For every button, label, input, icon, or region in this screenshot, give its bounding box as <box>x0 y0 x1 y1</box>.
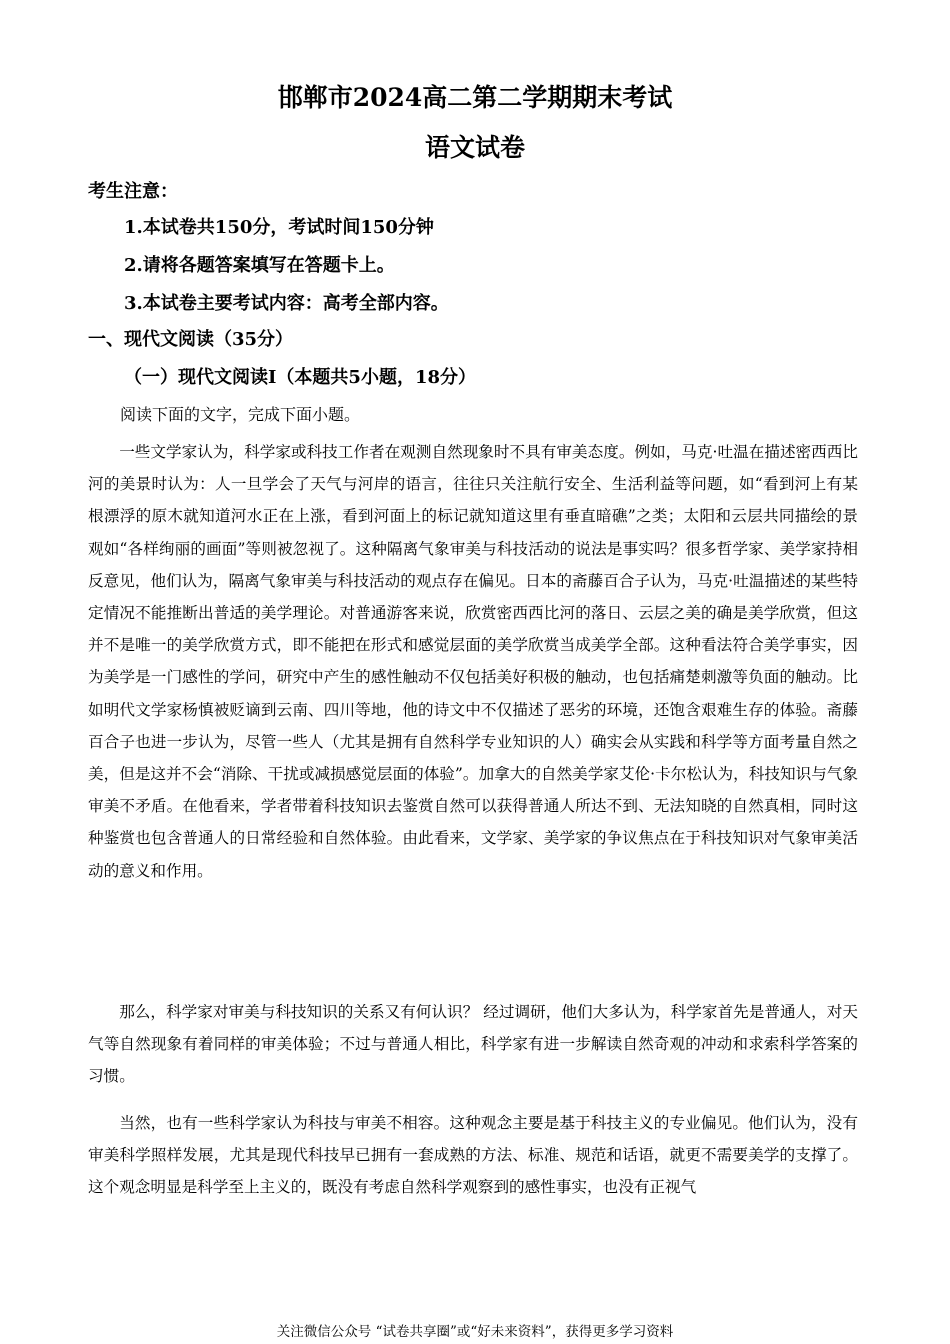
notice-item-3: 3.本试卷主要考试内容：高考全部内容。 <box>124 293 449 314</box>
passage-paragraph-3: 当然，也有一些科学家认为科技与审美不相容。这种观念主要是基于科技主义的专业偏见。他们认为，没有审美科学照样发展，尤其是现代科技早已拥有一套成熟的方法、标准、规范和话语，就更不需要美学的支撑了。这个观念明显是科学至上主义的，既没有考虑自然科学观察到的感性事实，也没有正视气 <box>88 1114 858 1197</box>
notice-item-2: 2.请将各题答案填写在答题卡上。 <box>124 255 395 276</box>
notice-list <box>124 214 449 328</box>
notice-item-1: 1.本试卷共150分，考试时间150分钟 <box>124 217 434 238</box>
reading-instruction: 阅读下面的文字，完成下面小题。 <box>120 405 361 424</box>
section-heading: 一、现代文阅读（35分） <box>88 329 294 350</box>
exam-title: 邯郸市2024高二第二学期期末考试 <box>277 83 673 112</box>
exam-subtitle: 语文试卷 <box>424 133 525 162</box>
passage-paragraph-1: 一些文学家认为，科学家或科技工作者在观测自然现象时不具有审美态度。例如，马克·吐温在描述密西西比河的美景时认为：人一旦学会了天气与河岸的语言，往往只关注航行安全、生活利益等问题，如“看到河上有某根漂浮的原木就知道河水正在上涨，看到河面上的标记就知道这里有垂直暗礁”之类；太阳和云层共同描绘的景观如“各样绚丽的画面”等则被忽视了。这种隔离气象审美与科技活动的说法是事实吗？很多哲学家、美学家持相反意见，他们认为，隔离气象审美与科技活动的观点存在偏见。日本的斋藤百合子认为，马克·吐温描述的某些特定情况不能推断出普适的美学理论。对普通游客来说，欣赏密西西比河的落日、云层之美的确是美学欣赏，但这并不是唯一的美学欣赏方式，即不能把在形式和感觉层面的美学欣赏当成美学全部。这种看法符合美学事实，因为美学是一门感性的学问，研究中产生的感性触动不仅包括美好积极的触动，也包括痛楚刺激等负面的触动。比如明代文学家杨慎被贬谪到云南、四川等地，他的诗文中不仅描述了恶劣的环境，还饱含艰难生存的体验。斋藤百合子也进一步认为，尽管一些人（尤其是拥有自然科学专业知识的人）确实会从实践和科学等方面考量自然之美，但是这并不会“消除、干扰或减损感觉层面的体验”。加拿大的自然美学家艾伦·卡尔松认为，科技知识与气象审美不矛盾。在他看来，学者带着科技知识去鉴赏自然可以获得普通人所达不到、无法知晓的自然真相，同时这种鉴赏也包含普通人的日常经验和自然体验。由此看来，文学家、美学家的争议焦点在于科技知识对气象审美活动的意义和作用。 <box>88 443 858 880</box>
notice-heading: 考生注意： <box>88 181 178 202</box>
footer-note: 关注微信公众号 “试卷共享圈”或“好未来资料”，获得更多学习资料 <box>276 1324 674 1340</box>
passage-paragraph-2: 那么，科学家对审美与科技知识的关系又有何认识？ 经过调研，他们大多认为，科学家首先是普通人，对天气等自然现象有着同样的审美体验；不过与普通人相比，科学家有进一步解读自然奇观的冲动和求索科学答案的习惯。 <box>88 1003 858 1086</box>
subsection-heading: （一）现代文阅读Ⅰ（本题共5小题，18分） <box>124 367 476 388</box>
